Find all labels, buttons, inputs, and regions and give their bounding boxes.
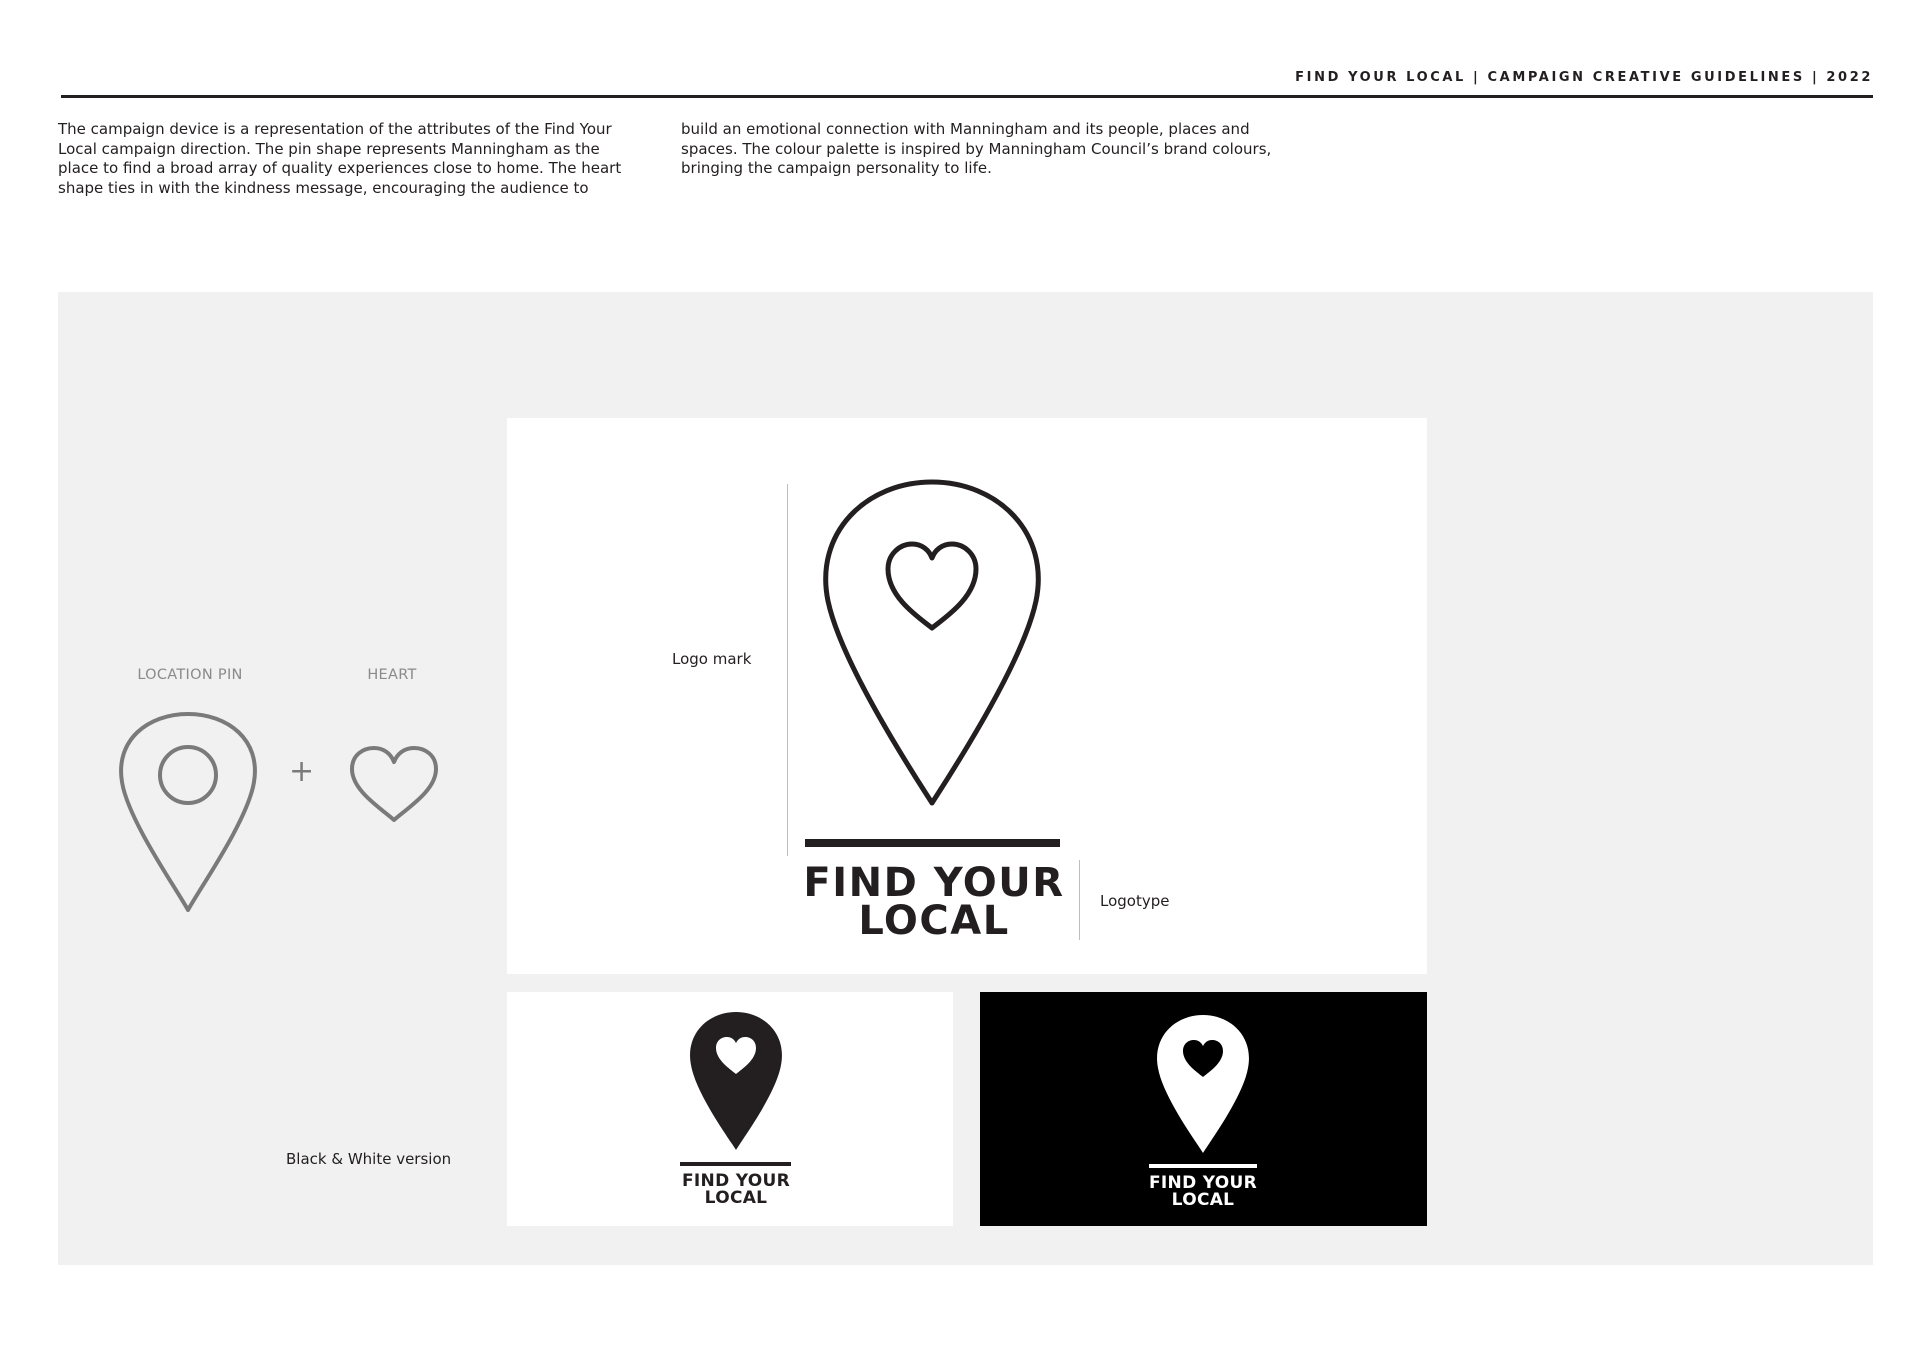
black-logo-mark-icon bbox=[688, 1010, 784, 1152]
bw-version-label: Black & White version bbox=[286, 1150, 452, 1168]
black-wordmark-line-1: FIND YOUR bbox=[682, 1171, 790, 1191]
logo-mark-label: Logo mark bbox=[672, 650, 752, 668]
heart-label: HEART bbox=[367, 667, 417, 683]
logo-mark-guide-line bbox=[787, 484, 788, 856]
black-wordmark-line-2: LOCAL bbox=[704, 1188, 768, 1208]
black-logo-underline bbox=[680, 1162, 791, 1166]
logo-underline-bar bbox=[805, 839, 1060, 847]
white-wordmark-line-1: FIND YOUR bbox=[1149, 1173, 1257, 1193]
location-pin-label: LOCATION PIN bbox=[137, 667, 243, 683]
logo-wordmark bbox=[796, 860, 1072, 944]
document-header: FIND YOUR LOCAL | CAMPAIGN CREATIVE GUIDELINES | 2022 bbox=[1295, 70, 1873, 85]
intro-text-column-1: The campaign device is a representation of the attributes of the Find Your Local campaign direction. The pin shape represents Manningham as the place to find a broad array of quality experiences close to home. The heart shape ties in with the kindness message, encouraging the audience to bbox=[58, 120, 622, 197]
white-logo-mark-icon bbox=[1155, 1013, 1251, 1155]
logotype-guide-line bbox=[1079, 860, 1080, 940]
logo-mark-icon bbox=[820, 477, 1044, 809]
heart-icon bbox=[349, 745, 439, 825]
white-logo-wordmark bbox=[1143, 1175, 1263, 1209]
logotype-label: Logotype bbox=[1100, 892, 1170, 910]
plus-sign: + bbox=[289, 754, 315, 789]
black-logo-wordmark bbox=[676, 1173, 796, 1207]
intro-text-column-2: build an emotional connection with Manningham and its people, places and spaces. The colour palette is inspired by Manningham Council’s brand colours, bringing the campaign personality to life. bbox=[681, 120, 1272, 177]
white-wordmark-line-2: LOCAL bbox=[1171, 1190, 1235, 1210]
white-logo-underline bbox=[1149, 1164, 1257, 1168]
wordmark-line-1: FIND YOUR bbox=[803, 860, 1065, 906]
location-pin-icon bbox=[118, 710, 258, 916]
header-rule bbox=[61, 95, 1873, 98]
wordmark-line-2: LOCAL bbox=[858, 898, 1010, 944]
